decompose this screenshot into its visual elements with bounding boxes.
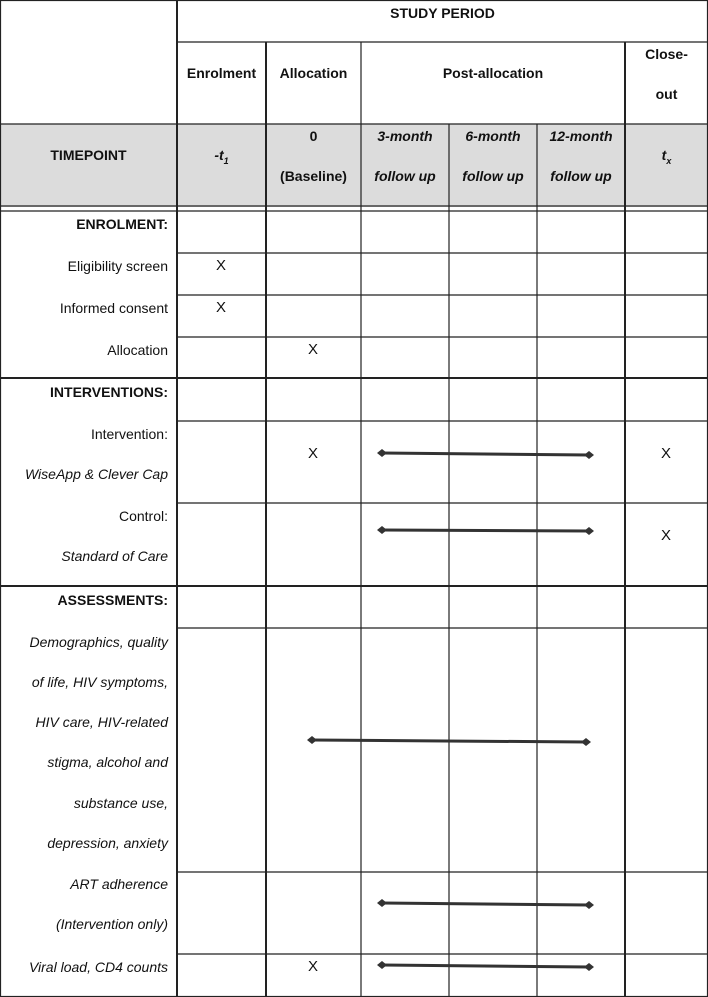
timepoint-3month-followup: follow up — [374, 168, 436, 184]
intervention-label: Intervention: — [90, 426, 168, 442]
assessments-heading: ASSESSMENTS: — [57, 592, 168, 608]
assessment-line: HIV care, HIV-related — [35, 714, 168, 730]
intervention-baseline-mark: X — [307, 445, 318, 462]
art-adherence-note: (Intervention only) — [55, 916, 168, 932]
timepoint-6month: 6-month — [465, 128, 521, 144]
viral-baseline-mark: X — [307, 958, 318, 975]
assessment-line: substance use, — [73, 795, 168, 811]
timepoint-0: 0 — [309, 128, 318, 144]
control-duration-line — [382, 530, 589, 531]
eligibility-screen-label: Eligibility screen — [67, 258, 168, 274]
informed-consent-label: Informed consent — [59, 300, 168, 316]
timepoint-3month: 3-month — [377, 128, 433, 144]
assessment-line: Demographics, quality — [29, 634, 168, 650]
assessment-line: stigma, alcohol and — [47, 754, 168, 770]
control-label: Control: — [118, 508, 168, 524]
enrolment-heading: ENROLMENT: — [76, 216, 168, 232]
art-adherence-label: ART adherence — [70, 876, 168, 892]
timepoint-tx: $t_x$ — [661, 147, 672, 166]
allocation-mark: X — [307, 341, 318, 358]
post-allocation-header: Post-allocation — [442, 65, 544, 81]
interventions-heading: INTERVENTIONS: — [50, 384, 168, 400]
viral-load-label: Viral load, CD4 counts — [28, 959, 168, 975]
allocation-row-label: Allocation — [107, 342, 168, 358]
art-duration-line — [382, 903, 589, 905]
control-closeout-mark: X — [660, 527, 671, 544]
enrolment-column-header: Enrolment — [186, 65, 257, 81]
intervention-closeout-mark: X — [660, 445, 671, 462]
closeout-header-line1: Close- — [645, 46, 688, 62]
timepoint-12month-followup: follow up — [550, 168, 612, 184]
timepoint-label: TIMEPOINT — [50, 147, 127, 163]
viral-duration-line — [382, 965, 589, 967]
consent-mark: X — [215, 299, 226, 316]
timepoint-12month: 12-month — [549, 128, 613, 144]
eligibility-mark: X — [215, 257, 226, 274]
allocation-column-header: Allocation — [279, 65, 348, 81]
assessment-line: of life, HIV symptoms, — [31, 674, 168, 690]
timepoint-baseline: (Baseline) — [280, 168, 347, 184]
intervention-name: WiseApp & Clever Cap — [24, 466, 168, 482]
control-name: Standard of Care — [61, 548, 168, 564]
closeout-header-line2: out — [655, 86, 678, 102]
assessment-line: depression, anxiety — [47, 835, 168, 851]
assessment-duration-line — [312, 740, 586, 742]
timepoint-6month-followup: follow up — [462, 168, 524, 184]
study-period-heading: STUDY PERIOD — [390, 5, 495, 21]
timepoint-t1: $-t_1$ — [214, 147, 229, 166]
intervention-duration-line — [382, 453, 589, 455]
